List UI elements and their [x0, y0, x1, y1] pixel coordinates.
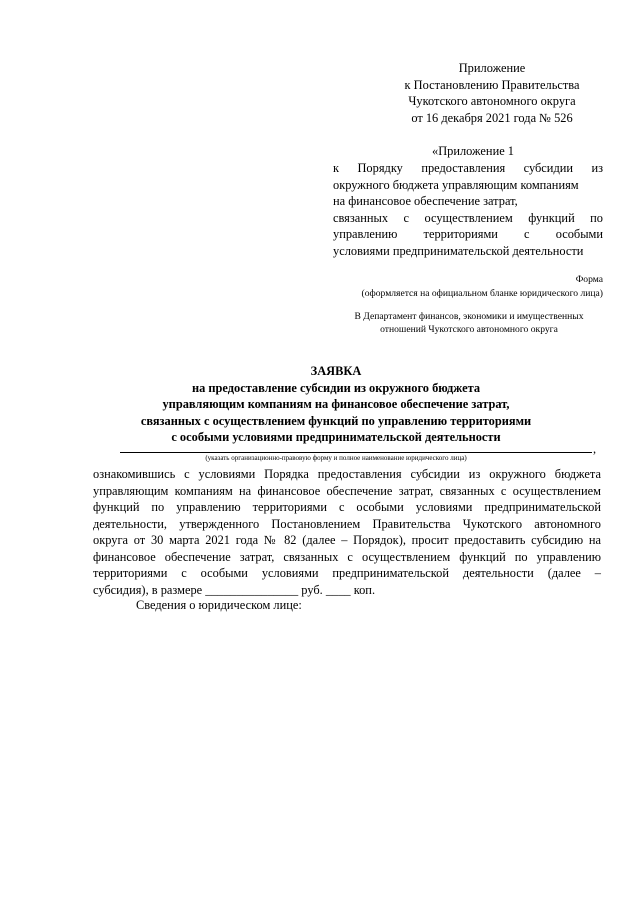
header-line-1: Приложение [458, 61, 526, 75]
body-line-8: субсидия), в размере _______________ руб. ____ коп. [93, 582, 376, 597]
body-paragraph [93, 466, 601, 598]
body-line-4: деятельности, утвержденного Постановлением Правительства Чукотского автономного [93, 516, 601, 531]
title-line-2: управляющим компаниям на финансовое обеспечение затрат, [162, 397, 510, 411]
appendix-line-2: окружного бюджета управляющим компаниям [333, 177, 579, 192]
header-line-2: к Постановлению Правительства [404, 77, 580, 92]
entity-name-field[interactable] [120, 452, 592, 453]
title-main: ЗАЯВКА [310, 364, 362, 378]
appendix-line-5: управлению территориями с особыми [333, 227, 603, 241]
title-line-1: на предоставление субсидии из окружного бюджета [191, 380, 481, 395]
body-line-2: управляющим компаниям на финансовое обеспечение затрат, связанных с осуществлением [93, 483, 601, 498]
title-line-3: связанных с осуществлением функций по управлению территориями [140, 413, 532, 428]
document-title [0, 363, 640, 446]
appendix-title: «Приложение 1 [432, 144, 514, 158]
appendix-line-4: связанных с осуществлением функций по [333, 210, 603, 225]
header-line-4: от 16 декабря 2021 года № 526 [411, 110, 573, 125]
body-line-1: ознакомившись с условиями Порядка предоставления субсидии из окружного бюджета [93, 467, 601, 481]
entity-trailing-comma: , [593, 442, 597, 456]
entity-caption: (указать организационно-правовую форму и полное наименование юридического лица) [205, 454, 467, 462]
addressee-line-2: отношений Чукотского автономного округа [380, 324, 558, 335]
header-line-3: Чукотского автономного округа [408, 94, 576, 108]
body-line-5: округа от 30 марта 2021 года № 82 (далее – Порядок), просит предоставить субсидию на [93, 533, 601, 547]
appendix-line-1: к Порядку предоставления субсидии из [333, 161, 603, 175]
addressee-block [336, 310, 602, 336]
appendix-line-6: условиями предпринимательской деятельности [333, 243, 584, 258]
body-line-7: территориями с особыми условиями предпринимательской деятельности (далее – [93, 566, 601, 580]
header-block [396, 60, 588, 126]
appendix-block [333, 160, 603, 259]
info-label: Сведения о юридическом лице: [136, 598, 302, 612]
appendix-line-3: на финансовое обеспечение затрат, [333, 194, 518, 208]
body-line-6: финансовое обеспечение затрат, связанных с осуществлением функций по управлению [93, 549, 601, 564]
form-label: Форма [575, 274, 603, 285]
body-line-3: функций по управлению территориями с особыми условиями предпринимательской [93, 500, 601, 514]
addressee-line-1: В Департамент финансов, экономики и имущественных [354, 311, 584, 322]
title-line-4: с особыми условиями предпринимательской деятельности [171, 430, 501, 444]
form-note: (оформляется на официальном бланке юридического лица) [361, 288, 603, 299]
